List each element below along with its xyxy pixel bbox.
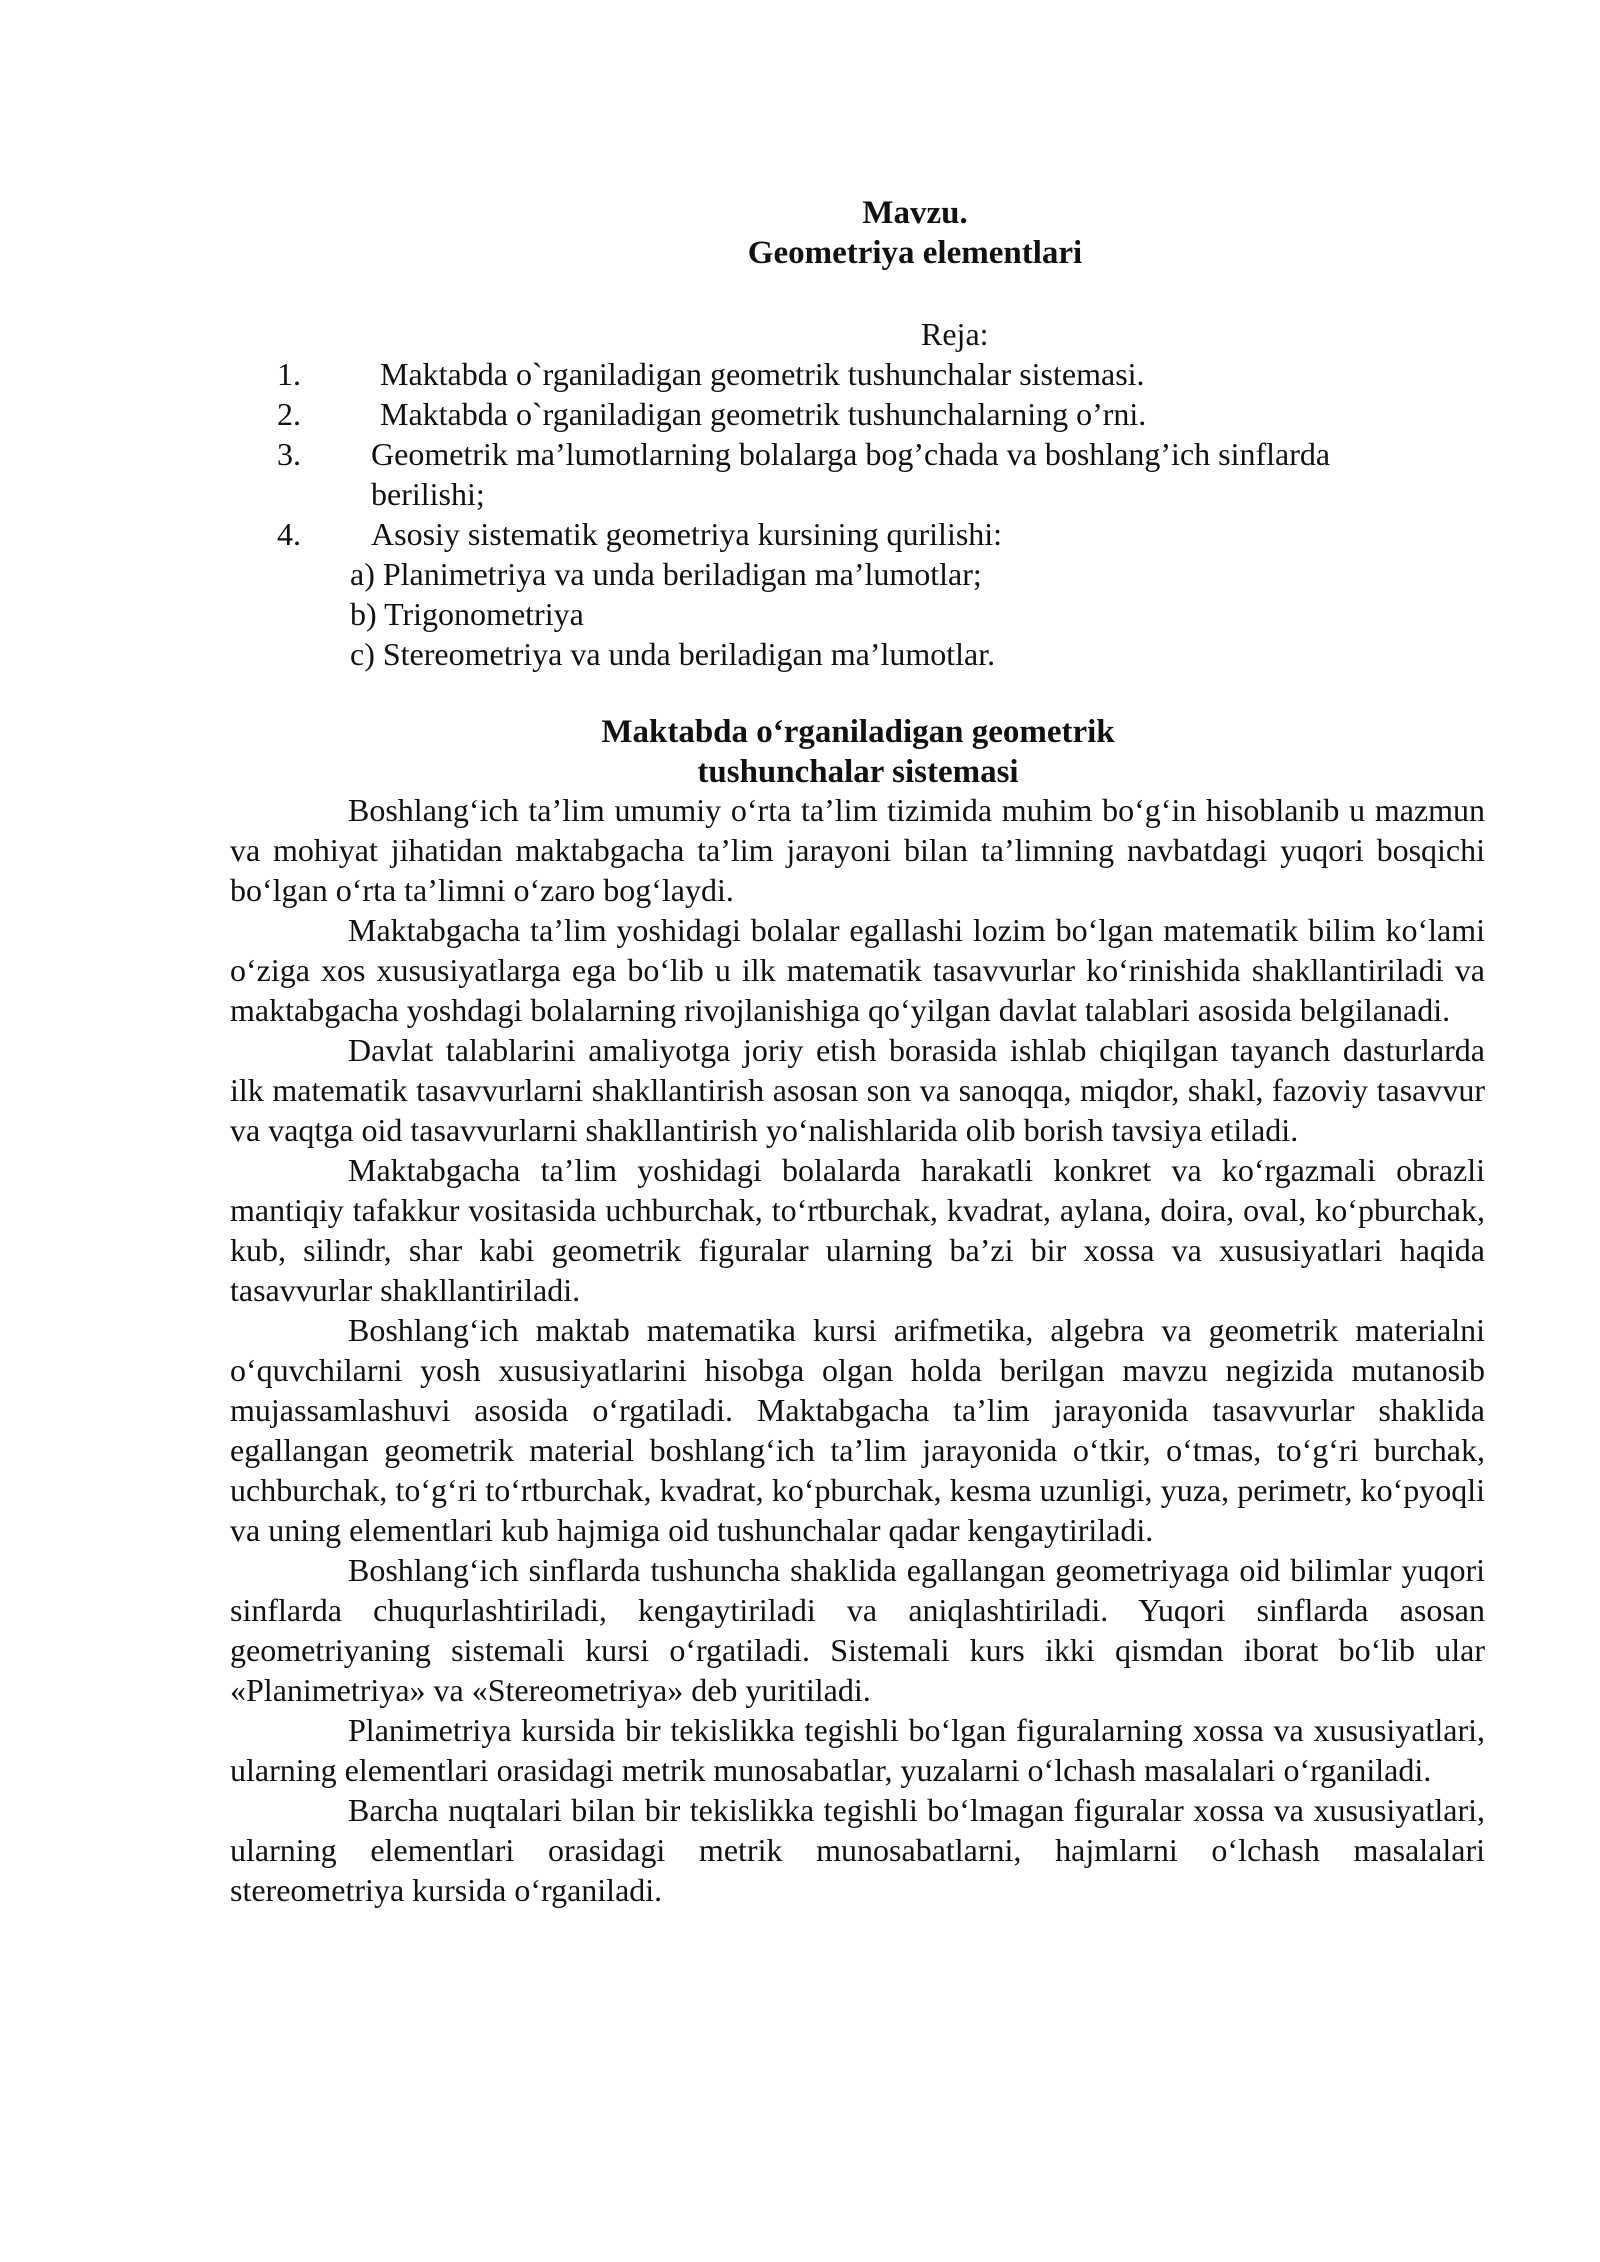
paragraph: Boshlang‘ich maktab matematika kursi arifmetika, algebra va geometrik materialni o‘quvchilarni yosh xususiyatlarini hisobga olgan holda berilgan mavzu negizida mutanosib mujassamlashuvi asosida o‘rgatiladi. Maktabgacha ta’lim jarayonida tasavvurlar shaklida egallangan geometrik material boshlang‘ich ta’lim jarayonida o‘tkir, o‘tmas, to‘g‘ri burchak, uchburchak, to‘g‘ri to‘rtburchak, kvadrat, ko‘pburchak, kesma uzunligi, yuza, perimetr, ko‘pyoqli va uning elementlari kub hajmiga oid tushunchalar qadar kengaytiriladi. [230, 1312, 1485, 1548]
plan-item-text: Asosiy sistematik geometriya kursining qurilishi: [371, 516, 1003, 552]
plan-item-number: 3. [277, 436, 301, 472]
body-text [230, 790, 1485, 1910]
paragraph: Barcha nuqtalari bilan bir tekislikka tegishli bo‘lmagan figuralar xossa va xususiyatlari, ularning elementlari orasidagi metrik munosabatlarni, hajmlarni o‘lchash masalalari stereometriya kursida o‘rganiladi. [230, 1792, 1485, 1908]
paragraph: Boshlang‘ich sinflarda tushuncha shaklida egallangan geometriyaga oid bilimlar yuqori sinflarda chuqurlashtiriladi, kengaytiriladi va aniqlashtiriladi. Yuqori sinflarda asosan geometriyaning sistemali kursi o‘rgatiladi. Sistemali kurs ikki qismdan iborat bo‘lib ular «Planimetriya» va «Stereometriya» deb yuritiladi. [230, 1552, 1485, 1708]
plan-item-text: Maktabda o`rganiladigan geometrik tushunchalar sistemasi. [380, 356, 1145, 392]
topic-label: Mavzu. [862, 195, 968, 231]
paragraph: Davlat talablarini amaliyotga joriy etish borasida ishlab chiqilgan tayanch dasturlarda ilk matematik tasavvurlarni shakllantirish asosan son va sanoqqa, miqdor, shakl, fazoviy tasavvur va vaqtga oid tasavvurlarni shakllantirish yo‘nalishlarida olib borish tavsiya etiladi. [230, 1032, 1485, 1148]
paragraph: Maktabgacha ta’lim yoshidagi bolalar egallashi lozim bo‘lgan matematik bilim ko‘lami o‘ziga xos xususiyatlarga ega bo‘lib u ilk matematik tasavvurlar ko‘rinishida shakllantiriladi va maktabgacha yoshdagi bolalarning rivojlanishiga qo‘yilgan davlat talablari asosida belgilanadi. [230, 912, 1485, 1028]
paragraph: Boshlang‘ich ta’lim umumiy o‘rta ta’lim tizimida muhim bo‘g‘in hisoblanib u mazmun va mohiyat jihatidan maktabgacha ta’lim jarayoni bilan ta’limning navbatdagi yuqori bosqichi bo‘lgan o‘rta ta’limni o‘zaro bog‘laydi. [230, 792, 1485, 908]
plan-subitem: c) Stereometriya va unda beriladigan ma’lumotlar. [350, 636, 996, 672]
plan-subitem: a) Planimetriya va unda beriladigan ma’lumotlar; [350, 556, 982, 592]
topic-title: Geometriya elementlari [747, 235, 1083, 271]
plan-item-continuation: berilishi; [371, 476, 485, 512]
plan-subitem: b) Trigonometriya [350, 596, 584, 632]
paragraph: Planimetriya kursida bir tekislikka tegishli bo‘lgan figuralarning xossa va xususiyatlari, ularning elementlari orasidagi metrik munosabatlar, yuzalarni o‘lchash masalalari o‘rganiladi. [230, 1712, 1485, 1788]
plan-item-number: 2. [277, 396, 301, 432]
section-subtitle: tushunchalar sistemasi [697, 754, 1019, 790]
paragraph: Maktabgacha ta’lim yoshidagi bolalarda harakatli konkret va ko‘rgazmali obrazli mantiqiy tafakkur vositasida uchburchak, to‘rtburchak, kvadrat, aylana, doira, oval, ko‘pburchak, kub, silindr, shar kabi geometrik figuralar ularning ba’zi bir xossa va xususiyatlari haqida tasavvurlar shakllantiriladi. [230, 1152, 1485, 1308]
plan-item-text: Geometrik ma’lumotlarning bolalarga bog’chada va boshlang’ich sinflarda [371, 436, 1331, 472]
section-title: Maktabda o‘rganiladigan geometrik [601, 714, 1115, 750]
plan-item-number: 4. [277, 516, 301, 552]
plan-label: Reja: [921, 316, 989, 352]
plan-item-text: Maktabda o`rganiladigan geometrik tushunchalarning o’rni. [380, 396, 1147, 432]
plan-item-number: 1. [277, 356, 301, 392]
